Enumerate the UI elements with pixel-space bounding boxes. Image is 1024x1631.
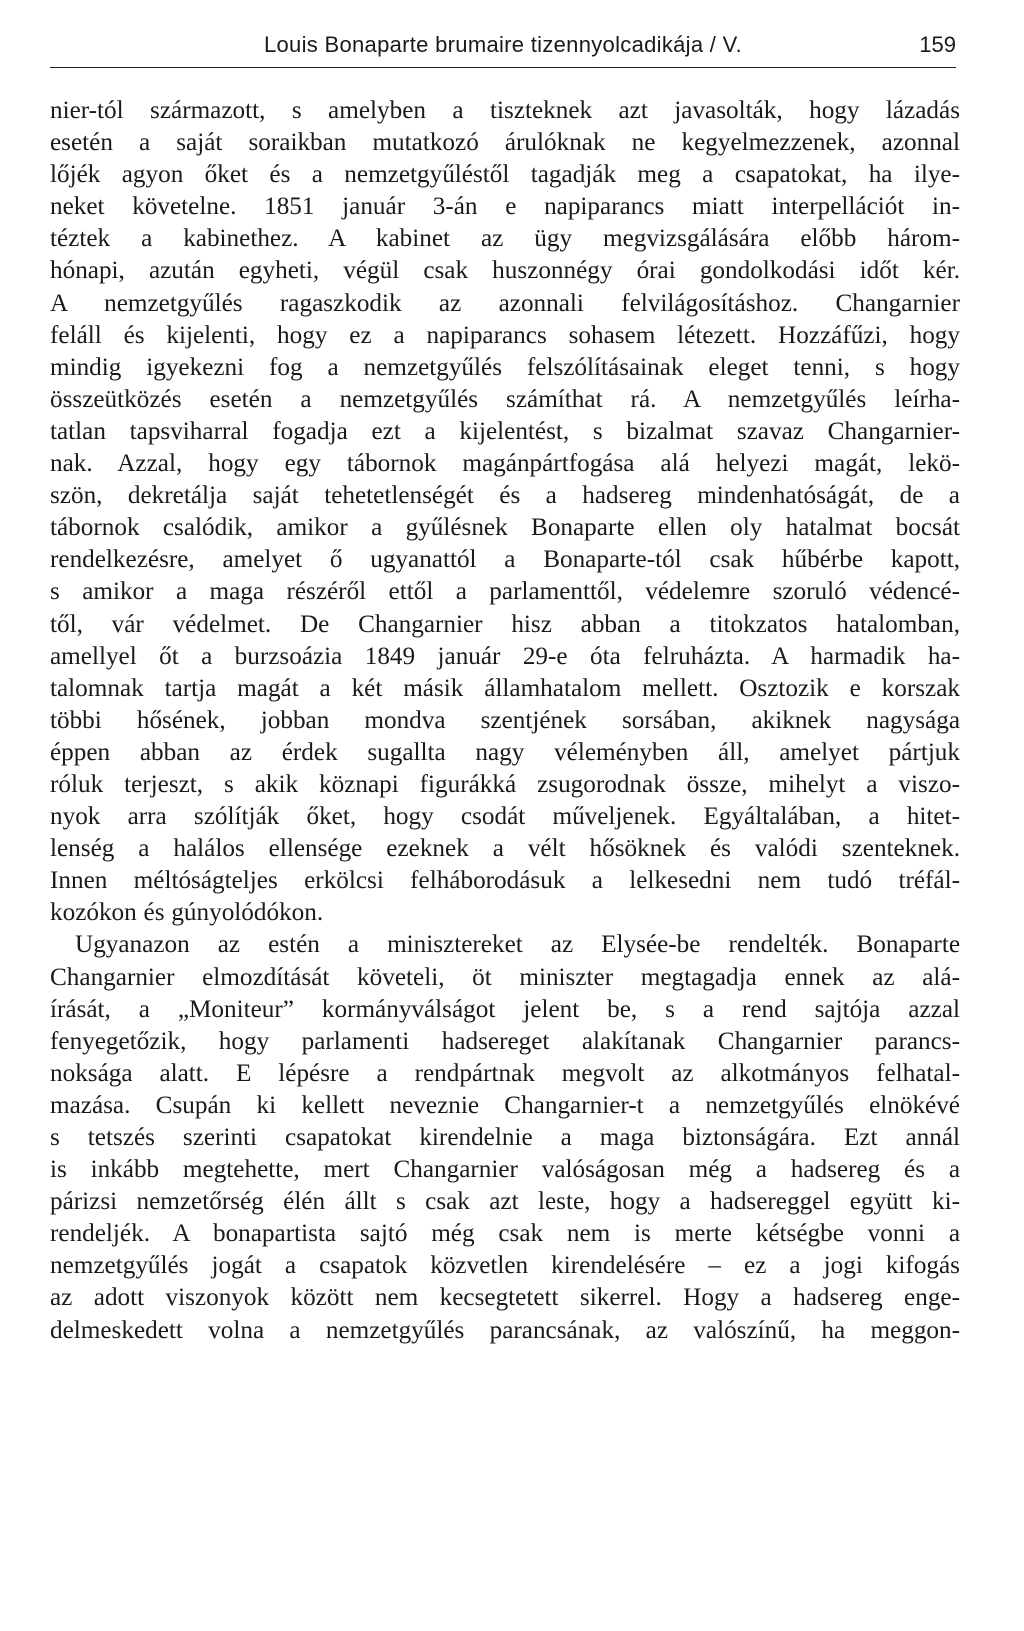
text-line: esetén a saját soraikban mutatkozó árulóknak ne kegyelmezzenek, azonnal	[50, 129, 960, 157]
text-line: téztek a kabinethez. A kabinet az ügy megvizsgálására előbb három-	[50, 225, 960, 253]
text-line: is inkább megtehette, mert Changarnier valóságosan még a hadsereg és a	[50, 1156, 960, 1184]
text-line: rendelkezésre, amelyet ő ugyanattól a Bonaparte-tól csak hűbérbe kapott,	[50, 546, 960, 574]
text-line: párizsi nemzetőrség élén állt s csak azt leste, hogy a hadsereggel együtt ki-	[50, 1188, 960, 1216]
text-line: s tetszés szerinti csapatokat kirendelnie a maga biztonságára. Ezt annál	[50, 1124, 960, 1151]
text-line: feláll és kijelenti, hogy ez a napiparancs sohasem létezett. Hozzáfűzi, hogy	[50, 321, 960, 349]
text-line: nak. Azzal, hogy egy tábornok magánpártfogása alá helyezi magát, lekö-	[50, 450, 960, 478]
text-line: mindig igyekezni fog a nemzetgyűlés felszólításainak eleget tenni, s hogy	[50, 353, 960, 381]
text-line: noksága alatt. E lépésre a rendpártnak megvolt az alkotmányos felhatal-	[50, 1059, 960, 1087]
text-line: nier-tól származott, s amelyben a tiszteknek azt javasolták, hogy lázadás	[50, 97, 960, 124]
text-line: Changarnier elmozdítását követeli, öt miniszter megtagadja ennek az alá-	[50, 963, 960, 991]
header-rule	[50, 67, 956, 68]
text-line: szön, dekretálja saját tehetetlenségét és a hadsereg mindenhatóságát, de a	[50, 482, 960, 510]
text-line: s amikor a maga részéről ettől a parlamenttől, védelemre szoruló védencé-	[50, 578, 960, 606]
text-line: Ugyanazon az estén a minisztereket az Elysée-be rendelték. Bonaparte	[75, 931, 960, 959]
text-line: talomnak tartja magát a két másik államhatalom mellett. Osztozik e korszak	[50, 674, 960, 702]
running-head	[50, 28, 956, 62]
text-line: fenyegetőzik, hogy parlamenti hadsereget alakítanak Changarnier parancs-	[50, 1027, 960, 1055]
text-line: nemzetgyűlés jogát a csapatok közvetlen kirendelésére – ez a jogi kifogás	[50, 1252, 960, 1280]
text-line: többi hősének, jobban mondva szentjének sorsában, akiknek nagysága	[50, 706, 960, 734]
text-line: az adott viszonyok között nem kecsegtetett sikerrel. Hogy a hadsereg enge-	[50, 1284, 960, 1312]
text-line: nyok arra szólítják őket, hogy csodát műveljenek. Egyáltalában, a hitet-	[50, 803, 960, 831]
text-line: A nemzetgyűlés ragaszkodik az azonnali felvilágosításhoz. Changarnier	[50, 289, 960, 317]
text-line: delmeskedett volna a nemzetgyűlés parancsának, az valószínű, ha meggon-	[50, 1316, 960, 1344]
text-line: összeütközés esetén a nemzetgyűlés számíthat rá. A nemzetgyűlés leírha-	[50, 385, 960, 413]
text-line: éppen abban az érdek sugallta nagy véleményben áll, amelyet pártjuk	[50, 738, 960, 766]
text-line: neket követelne. 1851 január 3-án e napiparancs miatt interpellációt in-	[50, 193, 960, 221]
text-line: hónapi, azután egyheti, végül csak huszonnégy órai gondolkodási időt kér.	[50, 257, 960, 285]
paragraph-1	[50, 95, 960, 929]
text-line: mazása. Csupán ki kellett neveznie Changarnier-t a nemzetgyűlés elnökévé	[50, 1091, 960, 1119]
text-line: kozókon és gúnyolódókon.	[50, 899, 324, 927]
text-line: Innen méltóságteljes erkölcsi felháborodásuk a lelkesedni nem tudó tréfál-	[50, 867, 960, 895]
body-text	[50, 95, 960, 1347]
text-line: írását, a „Moniteur” kormányválságot jelent be, s a rend sajtója azzal	[50, 995, 960, 1023]
text-line: lőjék agyon őket és a nemzetgyűléstől tagadják meg a csapatokat, ha ilye-	[50, 161, 960, 189]
text-line: rendeljék. A bonapartista sajtó még csak nem is merte kétségbe vonni a	[50, 1220, 960, 1248]
text-line: amellyel őt a burzsoázia 1849 január 29-e óta felruházta. A harmadik ha-	[50, 642, 960, 670]
text-line: tatlan tapsviharral fogadja ezt a kijelentést, s bizalmat szavaz Changarnier-	[50, 417, 960, 445]
page-number: 159	[919, 32, 956, 57]
text-line: lenség a halálos ellensége ezeknek a vélt hősöknek és valódi szenteknek.	[50, 835, 960, 863]
running-title: Louis Bonaparte brumaire tizennyolcadikája / V.	[263, 32, 742, 57]
text-line: tábornok csalódik, amikor a gyűlésnek Bonaparte ellen oly hatalmat bocsát	[50, 514, 960, 542]
paragraph-2	[50, 929, 960, 1346]
text-line: től, vár védelmet. De Changarnier hisz abban a titokzatos hatalomban,	[50, 610, 960, 638]
text-line: róluk terjeszt, s akik köznapi figurákká zsugorodnak össze, mihelyt a viszo-	[50, 770, 960, 798]
